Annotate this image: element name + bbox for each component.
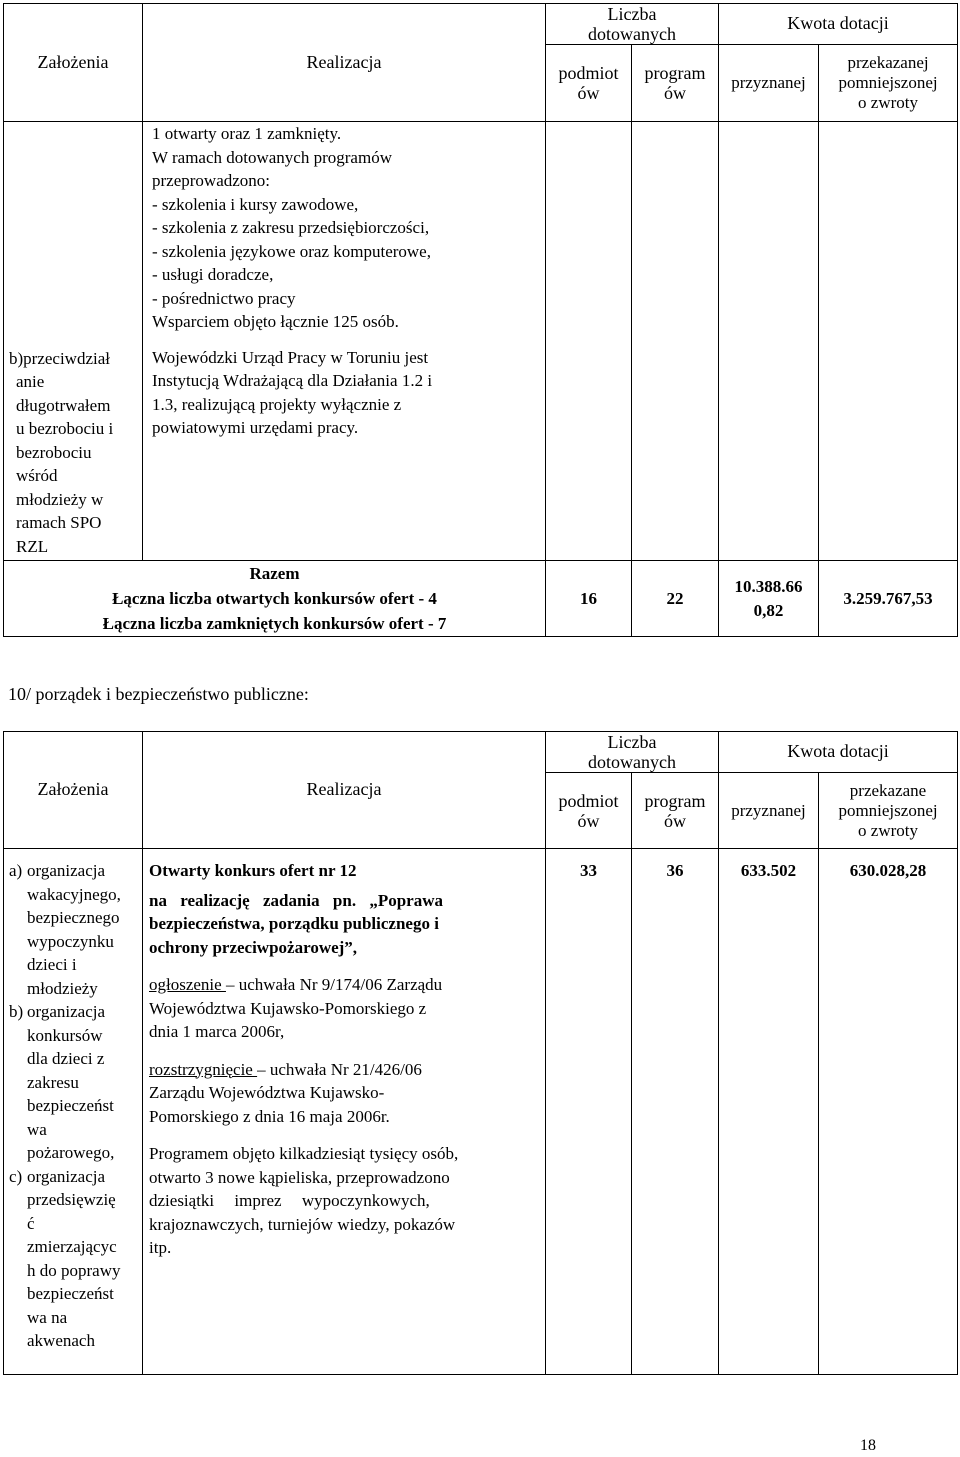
value-podmiotow: 33 bbox=[546, 849, 632, 1375]
realization-cell: 1 otwarty oraz 1 zamknięty. W ramach dotowanych programów przeprowadzono: - szkolenia i kursy zawodowe, - szkolenia z zakresu przedsiębiorczości, - szkolenia językowe oraz komputerowe, - usługi doradcze, - pośrednictwo pracy Wsparciem objęto łącznie 125 osób. Wojewódzki Urząd Pracy w Toruniu jest Instytucją Wdrażającą dla Działania 1.2 i 1.3, realizującą projekty wyłącznie z powiatowymi urzędami pracy. bbox=[143, 122, 546, 561]
total-przyznanej: 10.388.66 0,82 bbox=[719, 561, 819, 637]
resolution-text: rozstrzygnięcie – uchwała Nr 21/426/06 Zarządu Województwa Kujawsko- Pomorskiego z dnia 16 maja 2006r. bbox=[149, 1059, 422, 1126]
total-podmiotow: 16 bbox=[546, 561, 632, 637]
resolution-link[interactable]: rozstrzygnięcie bbox=[149, 1059, 258, 1079]
header-przekazane-2: przekazane pomniejszonej o zwroty bbox=[819, 773, 958, 849]
summary-text: Programem objęto kilkadziesiąt tysięcy osób, otwarto 3 nowe kąpieliska, przeprowadzono dziesiątki imprez wypoczynkowych, krajoznawczych, turniejów wiedzy, pokazów itp. bbox=[149, 1144, 459, 1257]
header-kwota-dotacji: Kwota dotacji bbox=[719, 4, 958, 45]
assumption-item-b: b) organizacja konkursów dla dzieci z zakresu bezpieczeńst wa pożarowego, bbox=[9, 1002, 115, 1162]
contest-title: Otwarty konkurs ofert nr 12 bbox=[149, 861, 357, 880]
total-programow: 22 bbox=[632, 561, 719, 637]
header-zalozenia-2: Założenia bbox=[4, 732, 143, 849]
header-podmiotow-2: podmiot ów bbox=[546, 773, 632, 849]
page-number: 18 bbox=[860, 1437, 876, 1454]
value-przyznanej: 633.502 bbox=[719, 849, 819, 1375]
header-kwota-dotacji-2: Kwota dotacji bbox=[719, 732, 958, 773]
przekazanej-cell bbox=[819, 122, 958, 561]
header-programow: program ów bbox=[632, 45, 719, 122]
header-zalozenia: Założenia bbox=[4, 4, 143, 122]
header-przyznanej: przyznanej bbox=[719, 45, 819, 122]
header-realizacja: Realizacja bbox=[143, 4, 546, 122]
assumption-cell: b)przeciwdział anie długotrwałem u bezrobociu i bezrobociu wśród młodzieży w ramach SPO RZL bbox=[4, 122, 143, 561]
header-realizacja-2: Realizacja bbox=[143, 732, 546, 849]
header-programow-2: program ów bbox=[632, 773, 719, 849]
contest-subject: na realizację zadania pn. „Poprawa bezpieczeństwa, porządku publicznego i ochrony przeciwpożarowej”, bbox=[149, 890, 443, 957]
announcement-text: ogłoszenie – uchwała Nr 9/174/06 Zarządu Województwa Kujawsko-Pomorskiego z dnia 1 marca 2006r, bbox=[149, 975, 443, 1041]
value-przekazane: 630.028,28 bbox=[819, 849, 958, 1375]
programow-cell bbox=[632, 122, 719, 561]
header-liczba-dotowanych-2: Liczba dotowanych bbox=[546, 732, 719, 773]
value-programow: 36 bbox=[632, 849, 719, 1375]
assumption-item-a: a) organizacja wakacyjnego, bezpiecznego wypoczynku dzieci i młodzieży bbox=[9, 861, 121, 998]
header-przyznanej-2: przyznanej bbox=[719, 773, 819, 849]
header-liczba-dotowanych: Liczba dotowanych bbox=[546, 4, 719, 45]
assumption-item-c: c) organizacja przedsięwzię ć zmierzającyc h do poprawy bezpieczeńst wa na akwenach bbox=[9, 1166, 121, 1350]
header-przekazanej: przekazanej pomniejszonej o zwroty bbox=[819, 45, 958, 122]
total-row-label: Razem Łączna liczba otwartych konkursów ofert - 4 Łączna liczba zamkniętych konkursów ofert - 7 bbox=[4, 561, 546, 637]
grants-table-public-safety bbox=[3, 731, 958, 1375]
section-title: 10/ porządek i bezpieczeństwo publiczne: bbox=[8, 684, 309, 704]
total-przekazanej: 3.259.767,53 bbox=[819, 561, 958, 637]
announcement-link[interactable]: ogłoszenie bbox=[149, 975, 226, 994]
assumptions-list bbox=[7, 859, 142, 1353]
header-podmiotow: podmiot ów bbox=[546, 45, 632, 122]
realization-cell-2 bbox=[143, 849, 546, 1375]
assumptions-cell bbox=[4, 849, 143, 1375]
podmiotow-cell bbox=[546, 122, 632, 561]
przyznanej-cell bbox=[719, 122, 819, 561]
grants-table-unemployment bbox=[3, 3, 958, 637]
